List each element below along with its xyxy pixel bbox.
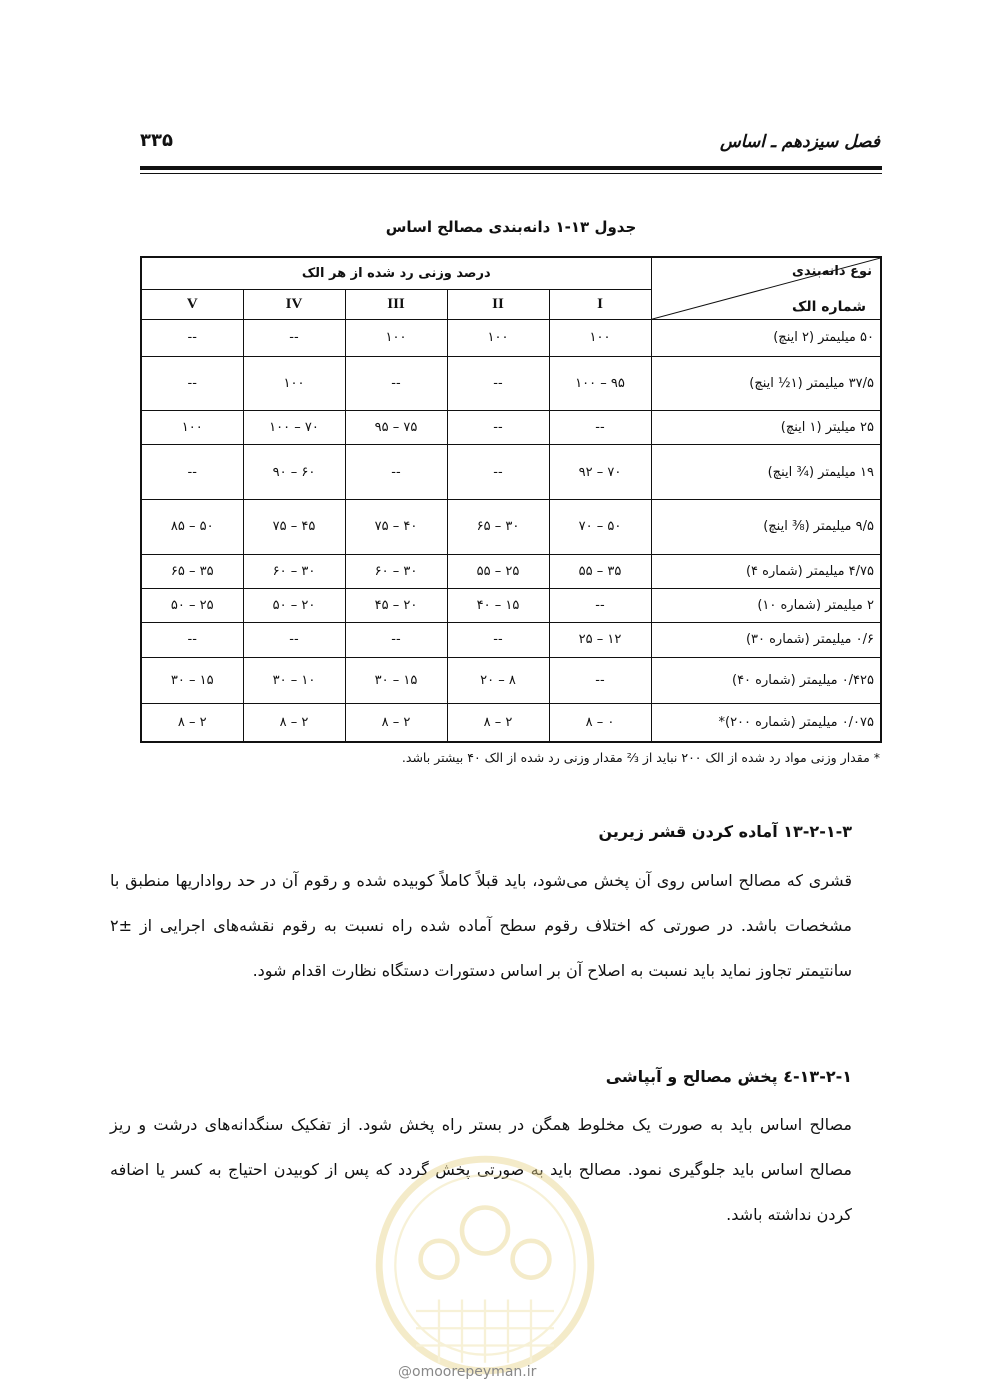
sieve-size-cell: ۹/۵ میلیمتر (⅜ اینچ)	[651, 499, 881, 554]
table-body	[141, 320, 881, 742]
passing-percent-cell: --	[141, 320, 243, 356]
col-header-iv: IV	[243, 289, 345, 319]
table-row	[141, 356, 881, 411]
watermark-text: @omoorepeyman.ir	[398, 1364, 537, 1380]
passing-percent-cell: ۷۰ – ۹۲	[549, 445, 651, 500]
passing-percent-cell: ۲۰ – ۵۰	[243, 588, 345, 622]
sieve-size-cell: ۰/۴۲۵ میلیمتر (شماره ۴۰)	[651, 657, 881, 703]
passing-percent-cell: ۳۵ – ۶۵	[141, 554, 243, 588]
table-caption: جدول ۱۳-۱ دانه‌بندی مصالح اساس	[385, 218, 637, 236]
passing-percent-cell: ۱۰ – ۳۰	[243, 657, 345, 703]
passing-percent-cell: --	[141, 623, 243, 657]
gradation-table	[140, 256, 882, 743]
passing-percent-cell: --	[141, 356, 243, 411]
passing-percent-cell: ۲۵ – ۵۵	[447, 554, 549, 588]
header-rule-thin	[140, 173, 882, 174]
passing-percent-cell: ۱۰۰	[549, 320, 651, 356]
passing-percent-cell: ۷۰ – ۱۰۰	[243, 411, 345, 445]
passing-percent-cell: --	[549, 411, 651, 445]
section-heading-1: ۱۳-۲-۱-۳ آماده کردن قشر زیرین	[598, 822, 852, 841]
col-header-v: V	[141, 289, 243, 319]
passing-percent-cell: --	[549, 657, 651, 703]
passing-percent-cell: ۵۰ – ۸۵	[141, 499, 243, 554]
corner-top-label: نوع دانه‌بندی	[792, 264, 872, 279]
passing-percent-cell: ۲ – ۸	[141, 704, 243, 742]
passing-percent-cell: --	[141, 445, 243, 500]
col-header-iii: III	[345, 289, 447, 319]
table-row	[141, 704, 881, 742]
table-row	[141, 623, 881, 657]
passing-percent-cell: ۵۰ – ۷۰	[549, 499, 651, 554]
passing-percent-cell: ۱۵ – ۴۰	[447, 588, 549, 622]
passing-percent-cell: --	[447, 411, 549, 445]
col-header-i: I	[549, 289, 651, 319]
passing-percent-cell: ۴۰ – ۷۵	[345, 499, 447, 554]
corner-header-cell	[651, 257, 881, 320]
section-heading-2: ۱۳-۲-۱-٤ پخش مصالح و آبپاشی	[605, 1067, 852, 1086]
passing-percent-cell: ۳۰ – ۶۵	[447, 499, 549, 554]
passing-percent-cell: ۳۰ – ۶۰	[243, 554, 345, 588]
passing-percent-cell: ۲ – ۸	[447, 704, 549, 742]
corner-bottom-label: شماره الک	[792, 299, 866, 316]
sieve-size-cell: ۱۹ میلیمتر (¾ اینچ)	[651, 445, 881, 500]
table-row	[141, 411, 881, 445]
passing-percent-cell: ۳۵ – ۵۵	[549, 554, 651, 588]
passing-percent-cell: ۱۰۰	[345, 320, 447, 356]
table-row	[141, 588, 881, 622]
header-rule-thick	[140, 166, 882, 170]
passing-percent-cell: ۲ – ۸	[345, 704, 447, 742]
passing-percent-cell: ۷۵ – ۹۵	[345, 411, 447, 445]
passing-percent-cell: --	[243, 623, 345, 657]
passing-percent-cell: ۳۰ – ۶۰	[345, 554, 447, 588]
table-row	[141, 554, 881, 588]
passing-percent-cell: ۴۵ – ۷۵	[243, 499, 345, 554]
sieve-size-cell: ۰/۶ میلیمتر (شماره ۳۰)	[651, 623, 881, 657]
sieve-size-cell: ۲ میلیمتر (شماره ۱۰)	[651, 588, 881, 622]
passing-percent-cell: ۱۵ – ۳۰	[345, 657, 447, 703]
page-number: ۳۳۵	[140, 130, 173, 151]
passing-percent-cell: ۲ – ۸	[243, 704, 345, 742]
passing-percent-cell: ۲۰ – ۴۵	[345, 588, 447, 622]
section-paragraph-1: قشری که مصالح اساس روی آن پخش می‌شود، باید قبلاً کاملاً کوبیده شده و رقوم آن در حد رواداریها منطبق با مشخصات باشد. در صورتی که اختلاف رقوم سطح آماده شده راه نسبت به رقوم نقشه‌های اجرایی از ±۲ سانتیمتر تجاوز نماید باید نسبت به اصلاح آن بر اساس دستورات دستگاه نظارت اقدام شود.	[110, 871, 852, 980]
passing-percent-cell: --	[447, 356, 549, 411]
passing-percent-cell: --	[243, 320, 345, 356]
watermark-seal-icon	[370, 1150, 600, 1380]
section-paragraph-2: مصالح اساس باید به صورت یک مخلوط همگن در بستر راه پخش شود. از تفکیک سنگدانه‌های درشت و ریز مصالح اساس باید جلوگیری نمود. مصالح باید به صورتی پخش گردد که پس از کوبیدن احتیاج به کسر یا اضافه کردن نداشته باشد.	[110, 1115, 852, 1224]
col-header-ii: II	[447, 289, 549, 319]
sieve-size-cell: ۰/۰۷۵ میلیمتر (شماره ۲۰۰)*	[651, 704, 881, 742]
passing-percent-cell: ۲۵ – ۵۰	[141, 588, 243, 622]
passing-percent-cell: ۶۰ – ۹۰	[243, 445, 345, 500]
passing-percent-cell: ۸ – ۲۰	[447, 657, 549, 703]
passing-percent-cell: ۹۵ – ۱۰۰	[549, 356, 651, 411]
passing-percent-cell: ۱۲ – ۲۵	[549, 623, 651, 657]
passing-percent-cell: ۱۰۰	[447, 320, 549, 356]
passing-percent-cell: ۱۵ – ۳۰	[141, 657, 243, 703]
passing-percent-cell: ۱۰۰	[141, 411, 243, 445]
table-row	[141, 499, 881, 554]
group-header: درصد وزنی رد شده از هر الک	[141, 257, 651, 289]
passing-percent-cell: --	[549, 588, 651, 622]
sieve-size-cell: ۳۷/۵ میلیمتر (۱½ اینچ)	[651, 356, 881, 411]
passing-percent-cell: ۱۰۰	[243, 356, 345, 411]
table-row	[141, 657, 881, 703]
passing-percent-cell: --	[345, 623, 447, 657]
passing-percent-cell: ۰ – ۸	[549, 704, 651, 742]
table-footnote: * مقدار وزنی مواد رد شده از الک ۲۰۰ نباید از ⅔ مقدار وزنی رد شده از الک ۴۰ بیشتر باشد.	[401, 750, 880, 765]
table-row	[141, 320, 881, 356]
sieve-size-cell: ۴/۷۵ میلیمتر (شماره ۴)	[651, 554, 881, 588]
passing-percent-cell: --	[345, 356, 447, 411]
passing-percent-cell: --	[447, 623, 549, 657]
passing-percent-cell: --	[447, 445, 549, 500]
sieve-size-cell: ۲۵ میلیتر (۱ اینچ)	[651, 411, 881, 445]
sieve-size-cell: ۵۰ میلیمتر (۲ اینچ)	[651, 320, 881, 356]
passing-percent-cell: --	[345, 445, 447, 500]
chapter-title: فصل سیزدهم ـ اساس	[720, 132, 880, 152]
table-row	[141, 445, 881, 500]
